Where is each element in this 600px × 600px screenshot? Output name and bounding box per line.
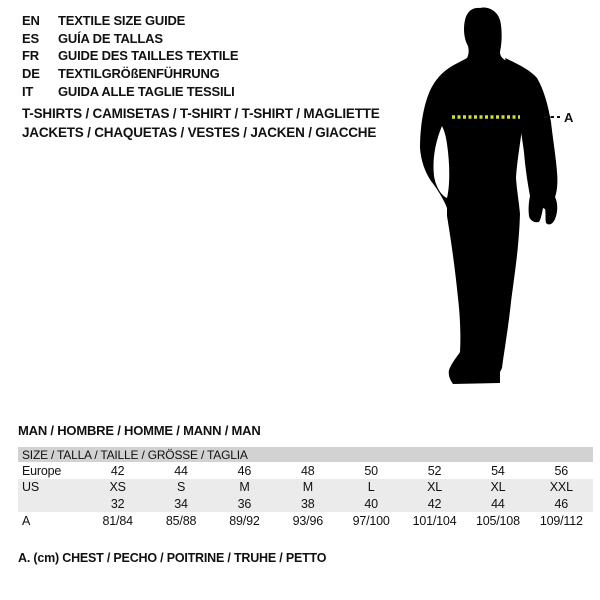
- table-row-us-numeric: [18, 495, 593, 512]
- language-label: TEXTILGRÖßENFÜHRUNG: [58, 66, 220, 82]
- category-line-tshirts: T-SHIRTS / CAMISETAS / T-SHIRT / T-SHIRT / MAGLIETTE: [22, 106, 380, 121]
- language-label: GUÍA DE TALLAS: [58, 30, 163, 46]
- section-title-man: MAN / HOMBRE / HOMME / MANN / MAN: [18, 423, 261, 438]
- size-cell: M: [239, 480, 250, 494]
- size-cell: S: [176, 480, 186, 494]
- language-code: FR: [22, 48, 39, 64]
- table-row-us: [18, 479, 593, 495]
- language-code: ES: [22, 30, 39, 46]
- size-cell: 89/92: [229, 514, 260, 528]
- size-cell: 34: [174, 496, 188, 511]
- size-cell: 85/88: [165, 514, 197, 528]
- category-line-jackets: JACKETS / CHAQUETAS / VESTES / JACKEN / GIACCHE: [22, 125, 377, 140]
- size-cell: 56: [554, 463, 569, 478]
- size-cell: 93/96: [292, 514, 323, 528]
- size-cell: 40: [364, 496, 378, 511]
- size-cell: XXL: [549, 480, 573, 494]
- size-cell: 42: [427, 496, 442, 511]
- size-cell: 52: [427, 463, 442, 478]
- size-cell: 44: [491, 496, 505, 511]
- size-cell: 101/104: [412, 514, 457, 528]
- language-label: TEXTILE SIZE GUIDE: [58, 13, 186, 29]
- man-silhouette-svg: [400, 0, 600, 400]
- size-cell: 54: [491, 463, 505, 478]
- table-row-europe: [18, 462, 593, 479]
- size-cell: 38: [301, 496, 315, 511]
- size-cell: 46: [554, 496, 569, 511]
- size-cell: XL: [490, 480, 506, 494]
- row-label: US: [22, 480, 39, 494]
- language-row-fr: [22, 47, 238, 65]
- size-cell: 48: [301, 463, 315, 478]
- size-cell: 42: [110, 463, 125, 478]
- size-cell: 50: [364, 463, 378, 478]
- size-cell: 81/84: [102, 514, 133, 528]
- size-cell: XL: [427, 480, 442, 494]
- row-label: Europe: [22, 463, 62, 478]
- size-cell: 36: [237, 496, 252, 511]
- table-row-chest-cm: [18, 512, 593, 530]
- size-cell: 46: [237, 463, 252, 478]
- garment-categories: [22, 104, 380, 142]
- chest-footnote: A. (cm) CHEST / PECHO / POITRINE / TRUHE / PETTO: [18, 551, 327, 565]
- language-list: [22, 12, 238, 100]
- language-row-es: [22, 30, 238, 48]
- language-code: IT: [22, 83, 34, 99]
- size-cell: 97/100: [352, 514, 390, 528]
- language-label: GUIDE DES TAILLES TEXTILE: [58, 48, 239, 64]
- language-code: EN: [22, 13, 40, 29]
- man-silhouette-figure: [400, 0, 600, 400]
- language-row-en: [22, 12, 238, 30]
- size-cell: M: [302, 480, 313, 494]
- language-code: DE: [22, 66, 40, 82]
- language-row-de: [22, 65, 238, 83]
- size-table-header: SIZE / TALLA / TAILLE / GRÖSSE / TAGLIA: [18, 447, 593, 462]
- size-cell: XS: [109, 480, 126, 494]
- size-table: [18, 447, 593, 530]
- measure-label-a: A: [564, 110, 574, 125]
- size-cell: 44: [174, 463, 188, 478]
- size-cell: 105/108: [476, 514, 520, 528]
- row-label: A: [22, 514, 31, 528]
- size-cell: 109/112: [539, 514, 583, 528]
- size-cell: L: [367, 480, 375, 494]
- size-cell: 32: [110, 496, 125, 511]
- language-row-it: [22, 82, 238, 100]
- body-silhouette: [420, 8, 535, 385]
- language-label: GUIDA ALLE TAGLIE TESSILI: [58, 83, 235, 99]
